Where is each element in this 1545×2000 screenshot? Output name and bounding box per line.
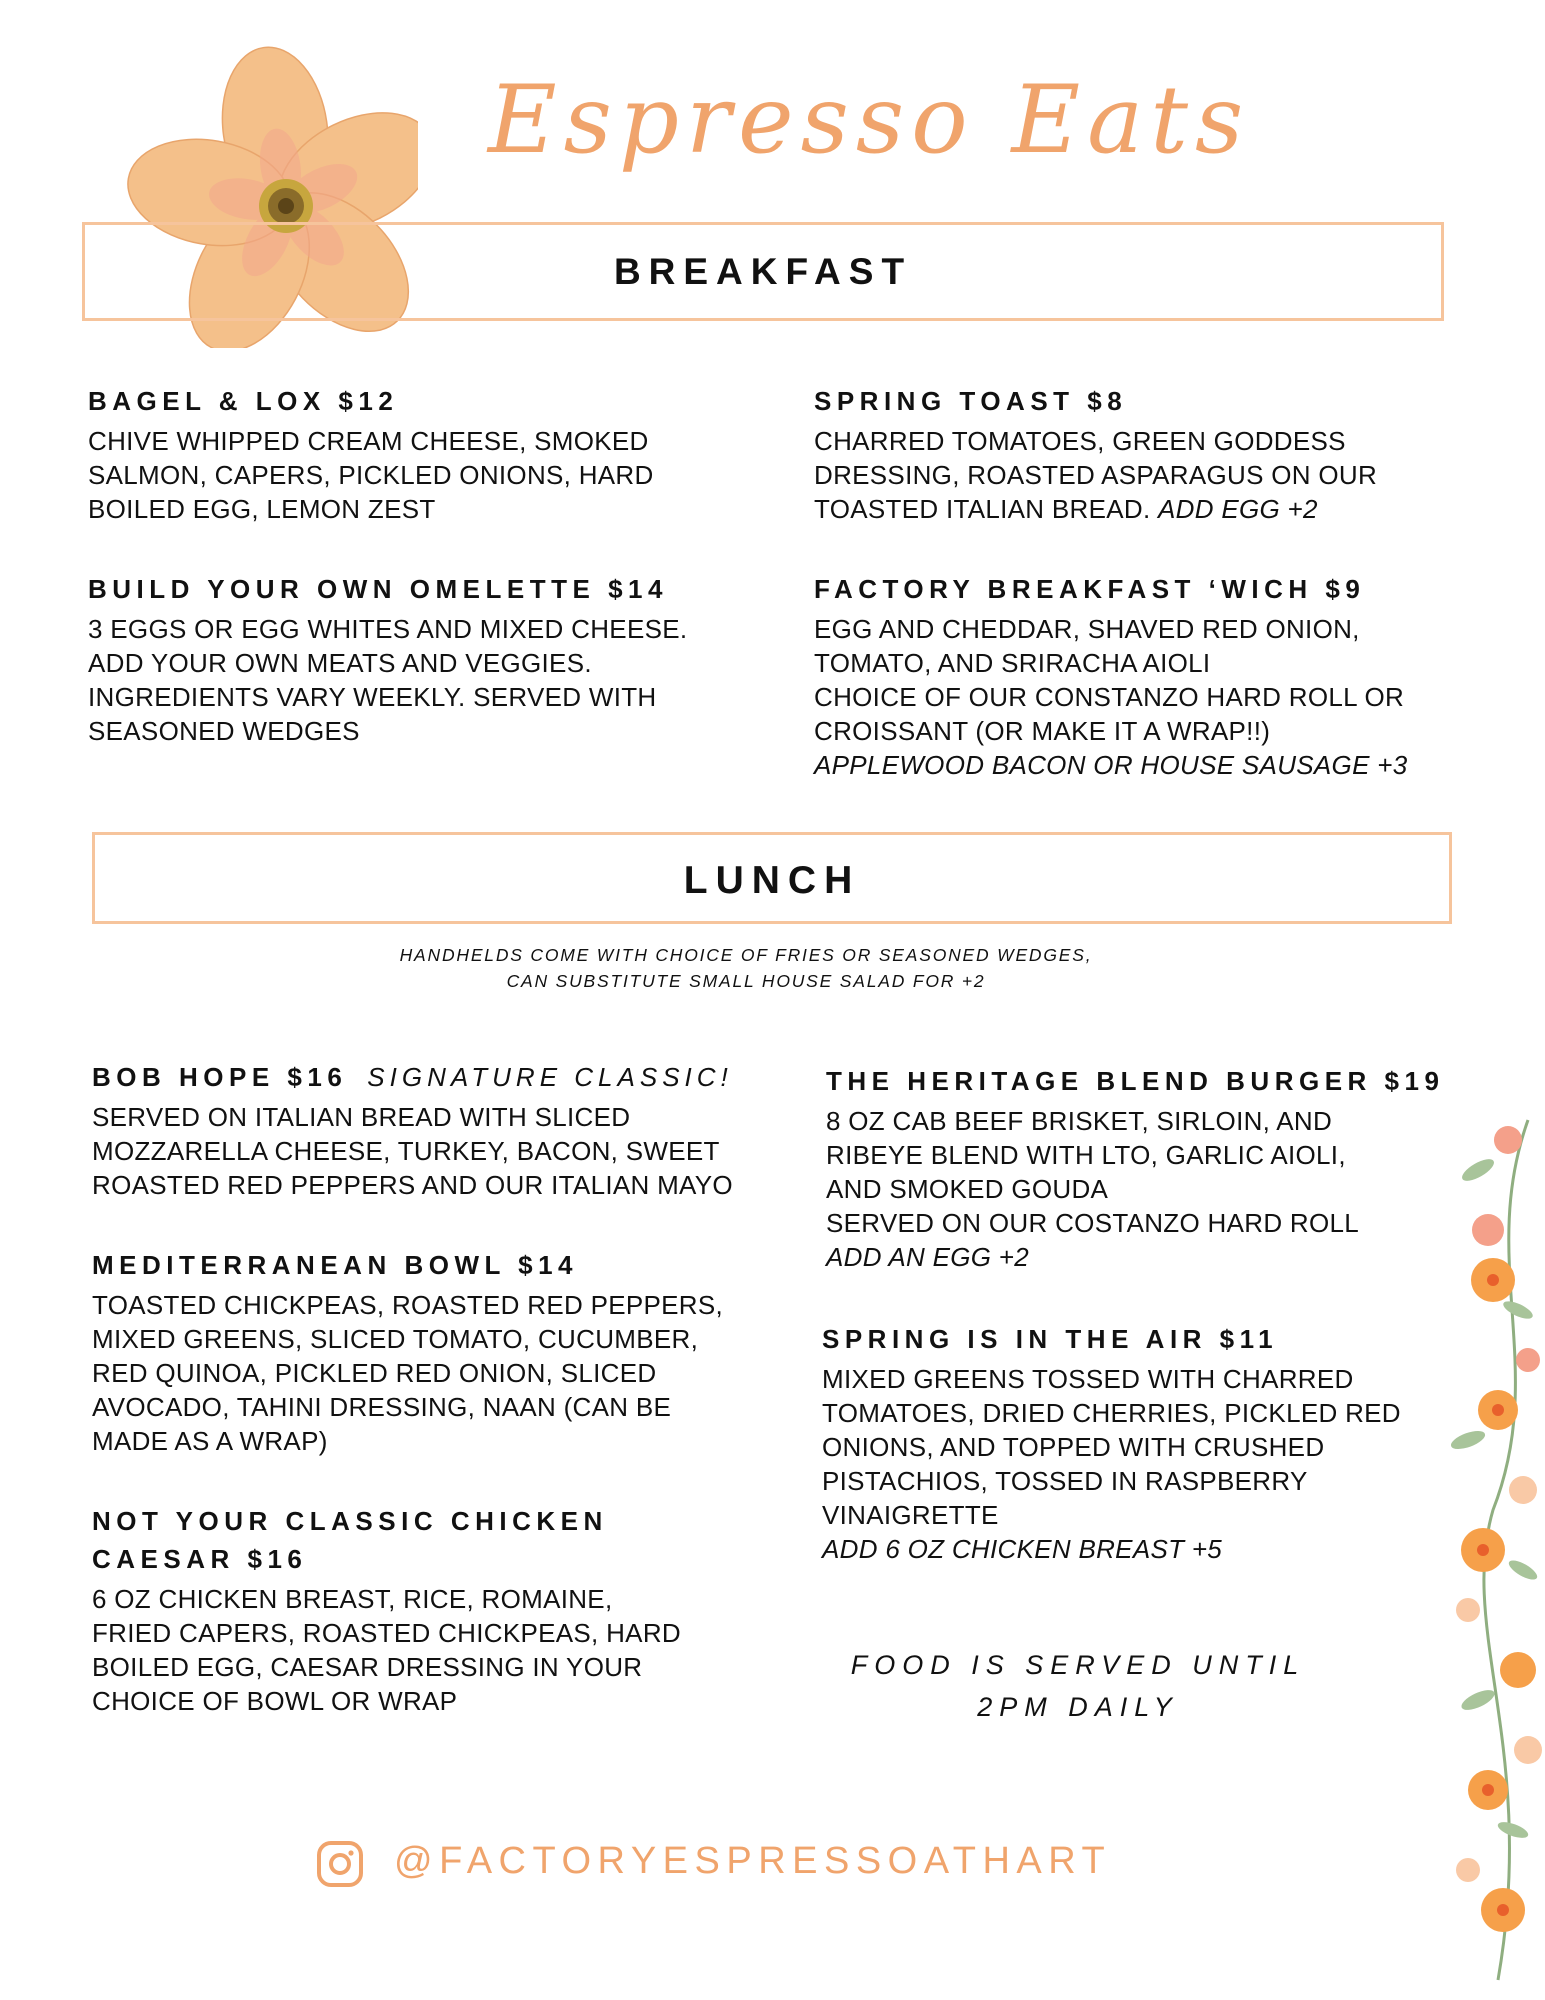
- item-description: CHIVE WHIPPED CREAM CHEESE, SMOKED SALMON, CAPERS, PICKLED ONIONS, HARD BOILED EGG, LEMON ZEST: [88, 426, 654, 524]
- item-name: BAGEL & LOX $12: [88, 386, 399, 416]
- item-addon: ADD AN EGG +2: [826, 1242, 1030, 1272]
- item-description: 3 EGGS OR EGG WHITES AND MIXED CHEESE. ADD YOUR OWN MEATS AND VEGGIES. INGREDIENTS VARY WEEKLY. SERVED WITH SEASONED WEDGES: [88, 614, 688, 746]
- item-name: FACTORY BREAKFAST ‘WICH $9: [814, 574, 1366, 604]
- item-description: 6 OZ CHICKEN BREAST, RICE, ROMAINE, FRIED CAPERS, ROASTED CHICKPEAS, HARD BOILED EGG, CAESAR DRESSING IN YOUR CHOICE OF BOWL OR WRAP: [92, 1584, 681, 1716]
- menu-item: [814, 570, 1494, 782]
- brand-title: Espresso Eats: [488, 66, 1251, 175]
- item-tag: SIGNATURE CLASSIC!: [367, 1062, 733, 1092]
- item-addon: ADD EGG +2: [1158, 494, 1318, 524]
- item-description: TOASTED CHICKPEAS, ROASTED RED PEPPERS, MIXED GREENS, SLICED TOMATO, CUCUMBER, RED QUINOA, PICKLED RED ONION, SLICED AVOCADO, TAHINI DRESSING, NAAN (CAN BE MADE AS A WRAP): [92, 1290, 724, 1456]
- item-name: MEDITERRANEAN BOWL $14: [92, 1250, 579, 1280]
- item-addon: ADD 6 OZ CHICKEN BREAST +5: [822, 1534, 1223, 1564]
- item-addon: APPLEWOOD BACON OR HOUSE SAUSAGE +3: [814, 750, 1408, 780]
- lunch-note: HANDHELDS COME WITH CHOICE OF FRIES OR SEASONED WEDGES, CAN SUBSTITUTE SMALL HOUSE SALAD FOR +2: [399, 945, 1093, 991]
- service-hours-note: FOOD IS SERVED UNTIL 2PM DAILY: [850, 1650, 1306, 1722]
- instagram-handle-link[interactable]: @FACTORYESPRESSOATHART: [394, 1840, 1112, 1882]
- lunch-header-box: [92, 832, 1452, 924]
- instagram-icon[interactable]: [316, 1840, 364, 1888]
- item-description: MIXED GREENS TOSSED WITH CHARRED TOMATOES, DRIED CHERRIES, PICKLED RED ONIONS, AND TOPPED WITH CRUSHED PISTACHIOS, TOSSED IN RASPBERRY VINAIGRETTE ADD 6 OZ CHICKEN BREAST +5: [822, 1362, 1442, 1566]
- item-name: BOB HOPE $16 SIGNATURE CLASSIC!: [92, 1062, 733, 1092]
- item-description: 8 OZ CAB BEEF BRISKET, SIRLOIN, AND RIBEYE BLEND WITH LTO, GARLIC AIOLI, AND SMOKED GOUDA SERVED ON OUR COSTANZO HARD ROLL ADD AN EGG +2: [826, 1104, 1446, 1274]
- menu-item: [88, 382, 728, 526]
- breakfast-header-box: [82, 222, 1444, 321]
- lunch-title: LUNCH: [683, 859, 861, 902]
- item-name: THE HERITAGE BLEND BURGER $19: [826, 1066, 1445, 1096]
- menu-item: [92, 1058, 792, 1202]
- breakfast-title: BREAKFAST: [613, 251, 913, 292]
- menu-item: [822, 1320, 1442, 1566]
- item-description: CHARRED TOMATOES, GREEN GODDESS DRESSING, ROASTED ASPARAGUS ON OUR TOASTED ITALIAN BREAD. ADD EGG +2: [814, 426, 1378, 524]
- item-name: NOT YOUR CLASSIC CHICKEN CAESAR $16: [92, 1506, 608, 1574]
- menu-item: [88, 570, 728, 748]
- item-name: BUILD YOUR OWN OMELETTE $14: [88, 574, 668, 604]
- menu-item: [826, 1062, 1446, 1274]
- menu-item: [92, 1246, 792, 1458]
- item-description: EGG AND CHEDDAR, SHAVED RED ONION, TOMATO, AND SRIRACHA AIOLI CHOICE OF OUR CONSTANZO HARD ROLL OR CROISSANT (OR MAKE IT A WRAP!!) APPLEWOOD BACON OR HOUSE SAUSAGE +3: [814, 612, 1494, 782]
- item-name: SPRING TOAST $8: [814, 386, 1128, 416]
- item-name: SPRING IS IN THE AIR $11: [822, 1324, 1279, 1354]
- item-description: SERVED ON ITALIAN BREAD WITH SLICED MOZZARELLA CHEESE, TURKEY, BACON, SWEET ROASTED RED PEPPERS AND OUR ITALIAN MAYO: [92, 1102, 733, 1200]
- floral-border-illustration: [1438, 1110, 1545, 1990]
- menu-item: [92, 1502, 792, 1718]
- menu-item: [814, 382, 1474, 526]
